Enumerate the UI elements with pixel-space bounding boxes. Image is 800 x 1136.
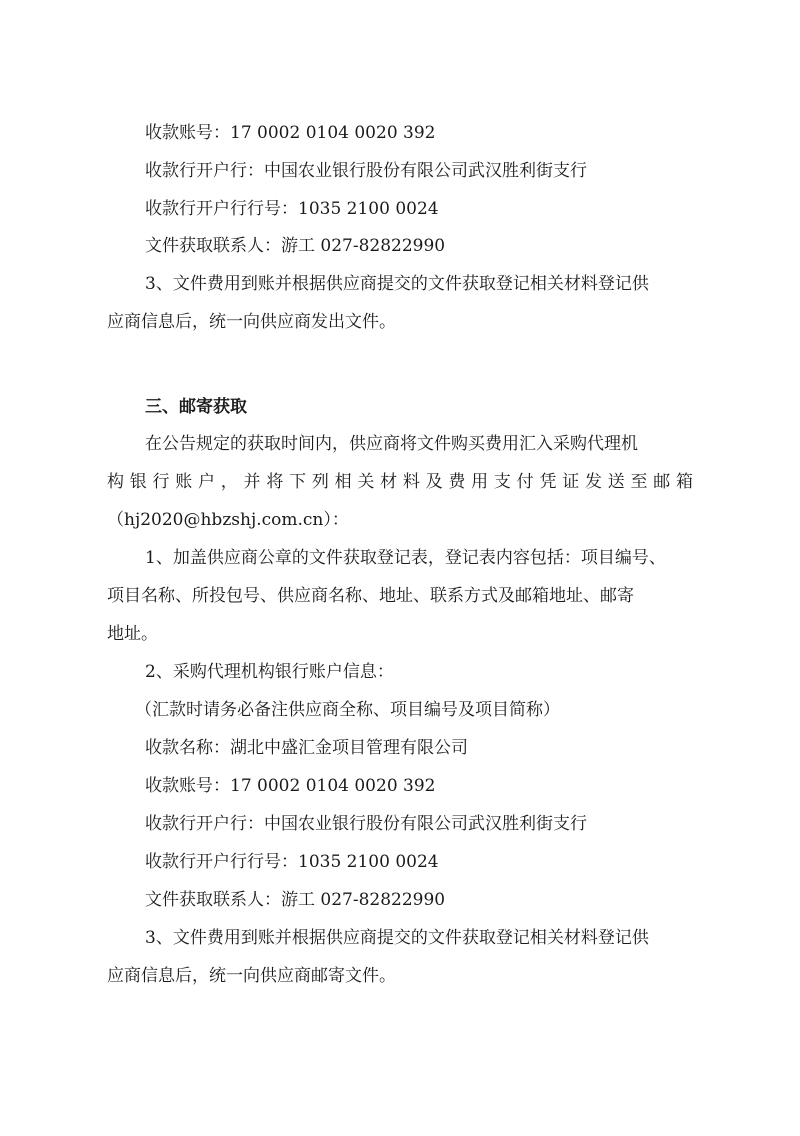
contact-line-2: 文件获取联系人：游工 027-82822990 [145, 890, 446, 910]
item2-title: 2、采购代理机构银行账户信息： [145, 662, 394, 682]
contact-line: 文件获取联系人：游工 027-82822990 [145, 236, 446, 256]
payee-name-line: 收款名称：湖北中盛汇金项目管理有限公司 [145, 738, 468, 758]
bank-code-line: 收款行开户行行号：1035 2100 0024 [145, 199, 439, 219]
item3-line-1: 3、文件费用到账并根据供应商提交的文件获取登记相关材料登记供 [145, 274, 649, 294]
item1-line-3: 地址。 [107, 624, 158, 644]
item3-line-1b: 3、文件费用到账并根据供应商提交的文件获取登记相关材料登记供 [145, 928, 649, 948]
bank-name-line-2: 收款行开户行：中国农业银行股份有限公司武汉胜利街支行 [145, 814, 587, 834]
account-number-line-2: 收款账号：17 0002 0104 0020 392 [145, 776, 436, 796]
item1-line-1: 1、加盖供应商公章的文件获取登记表，登记表内容包括：项目编号、 [145, 548, 666, 568]
account-number-line: 收款账号：17 0002 0104 0020 392 [145, 123, 436, 143]
intro-line-1: 在公告规定的获取时间内，供应商将文件购买费用汇入采购代理机 [145, 434, 638, 454]
bank-name-line: 收款行开户行：中国农业银行股份有限公司武汉胜利街支行 [145, 161, 587, 181]
item3-line-2: 应商信息后，统一向供应商发出文件。 [107, 312, 396, 332]
section-heading: 三、邮寄获取 [145, 397, 247, 417]
email-line: （hj2020@hbzshj.com.cn）： [107, 510, 349, 530]
intro-line-2: 构银行账户，并将下列相关材料及费用支付凭证发送至邮箱 [107, 472, 693, 492]
item3-line-2b: 应商信息后，统一向供应商邮寄文件。 [107, 966, 396, 986]
bank-code-line-2: 收款行开户行行号：1035 2100 0024 [145, 852, 439, 872]
item1-line-2: 项目名称、所投包号、供应商名称、地址、联系方式及邮箱地址、邮寄 [107, 586, 634, 606]
item2-note: （汇款时请务必备注供应商全称、项目编号及项目简称） [135, 700, 560, 720]
